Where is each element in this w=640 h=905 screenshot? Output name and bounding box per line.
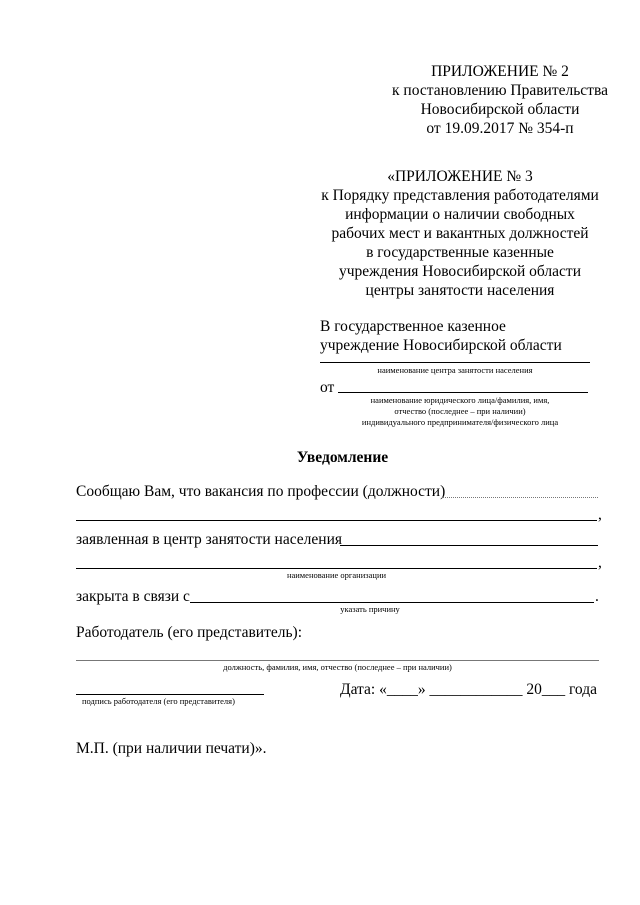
appendix3-line1: к Порядку представления работодателями [321, 187, 599, 204]
from-caption1: наименование юридического лица/фамилия, имя, [370, 395, 550, 405]
signature-caption: подпись работодателя (его представителя) [82, 696, 235, 706]
appendix2-line2: Новосибирской области [420, 101, 580, 118]
employer-line [76, 660, 599, 661]
employer-caption: должность, фамилия, имя, отчество (последнее – при наличии) [223, 662, 452, 672]
addressee-line2: учреждение Новосибирской области [320, 337, 562, 354]
reason-line [190, 602, 594, 603]
period: . [595, 588, 599, 605]
date-field: Дата: «____» ____________ 20___ года [340, 681, 597, 698]
center-name-line [320, 362, 590, 363]
appendix3-line5: учреждения Новосибирской области [339, 263, 581, 280]
appendix2-block [380, 62, 620, 138]
stamp-text: М.П. (при наличии печати)». [76, 740, 267, 757]
appendix3-line3: рабочих мест и вакантных должностей [331, 225, 589, 242]
from-caption2: отчество (последнее – при наличии) [394, 406, 526, 416]
comma-2: , [598, 554, 602, 571]
appendix3-line6: центры занятости населения [365, 282, 555, 299]
employer-label: Работодатель (его представитель): [76, 624, 303, 641]
reason-caption: указать причину [340, 604, 400, 614]
appendix2-title: ПРИЛОЖЕНИЕ № 2 [431, 63, 569, 80]
from-label: от [320, 379, 335, 396]
appendix2-line1: к постановлению Правительства [392, 82, 608, 99]
organization-caption: наименование организации [286, 570, 387, 580]
appendix3-line2: информации о наличии свободных [345, 206, 575, 223]
declared-text: заявленная в центр занятости населения [76, 531, 342, 548]
signature-line [76, 694, 264, 695]
addressee-line1: В государственное казенное [320, 318, 506, 335]
appendix2-line3: от 19.09.2017 № 354-п [426, 120, 574, 137]
notice-heading: Уведомление [296, 449, 389, 466]
notice-intro: Сообщаю Вам, что вакансия по профессии (должности) [76, 483, 446, 500]
from-caption [325, 395, 595, 428]
from-line [338, 392, 588, 393]
center-name-caption: наименование центра занятости населения [377, 365, 533, 375]
declared-line [340, 545, 598, 546]
profession-line [442, 497, 598, 498]
closed-text: закрыта в связи с [76, 588, 190, 605]
comma-1: , [598, 506, 602, 523]
appendix3-block [310, 167, 610, 300]
appendix3-line4: в государственные казенные [366, 244, 554, 261]
from-caption3: индивидуального предпринимателя/физического лица [361, 417, 559, 427]
profession-line-2 [76, 520, 597, 521]
organization-line [76, 568, 597, 569]
appendix3-title: «ПРИЛОЖЕНИЕ № 3 [387, 168, 533, 185]
